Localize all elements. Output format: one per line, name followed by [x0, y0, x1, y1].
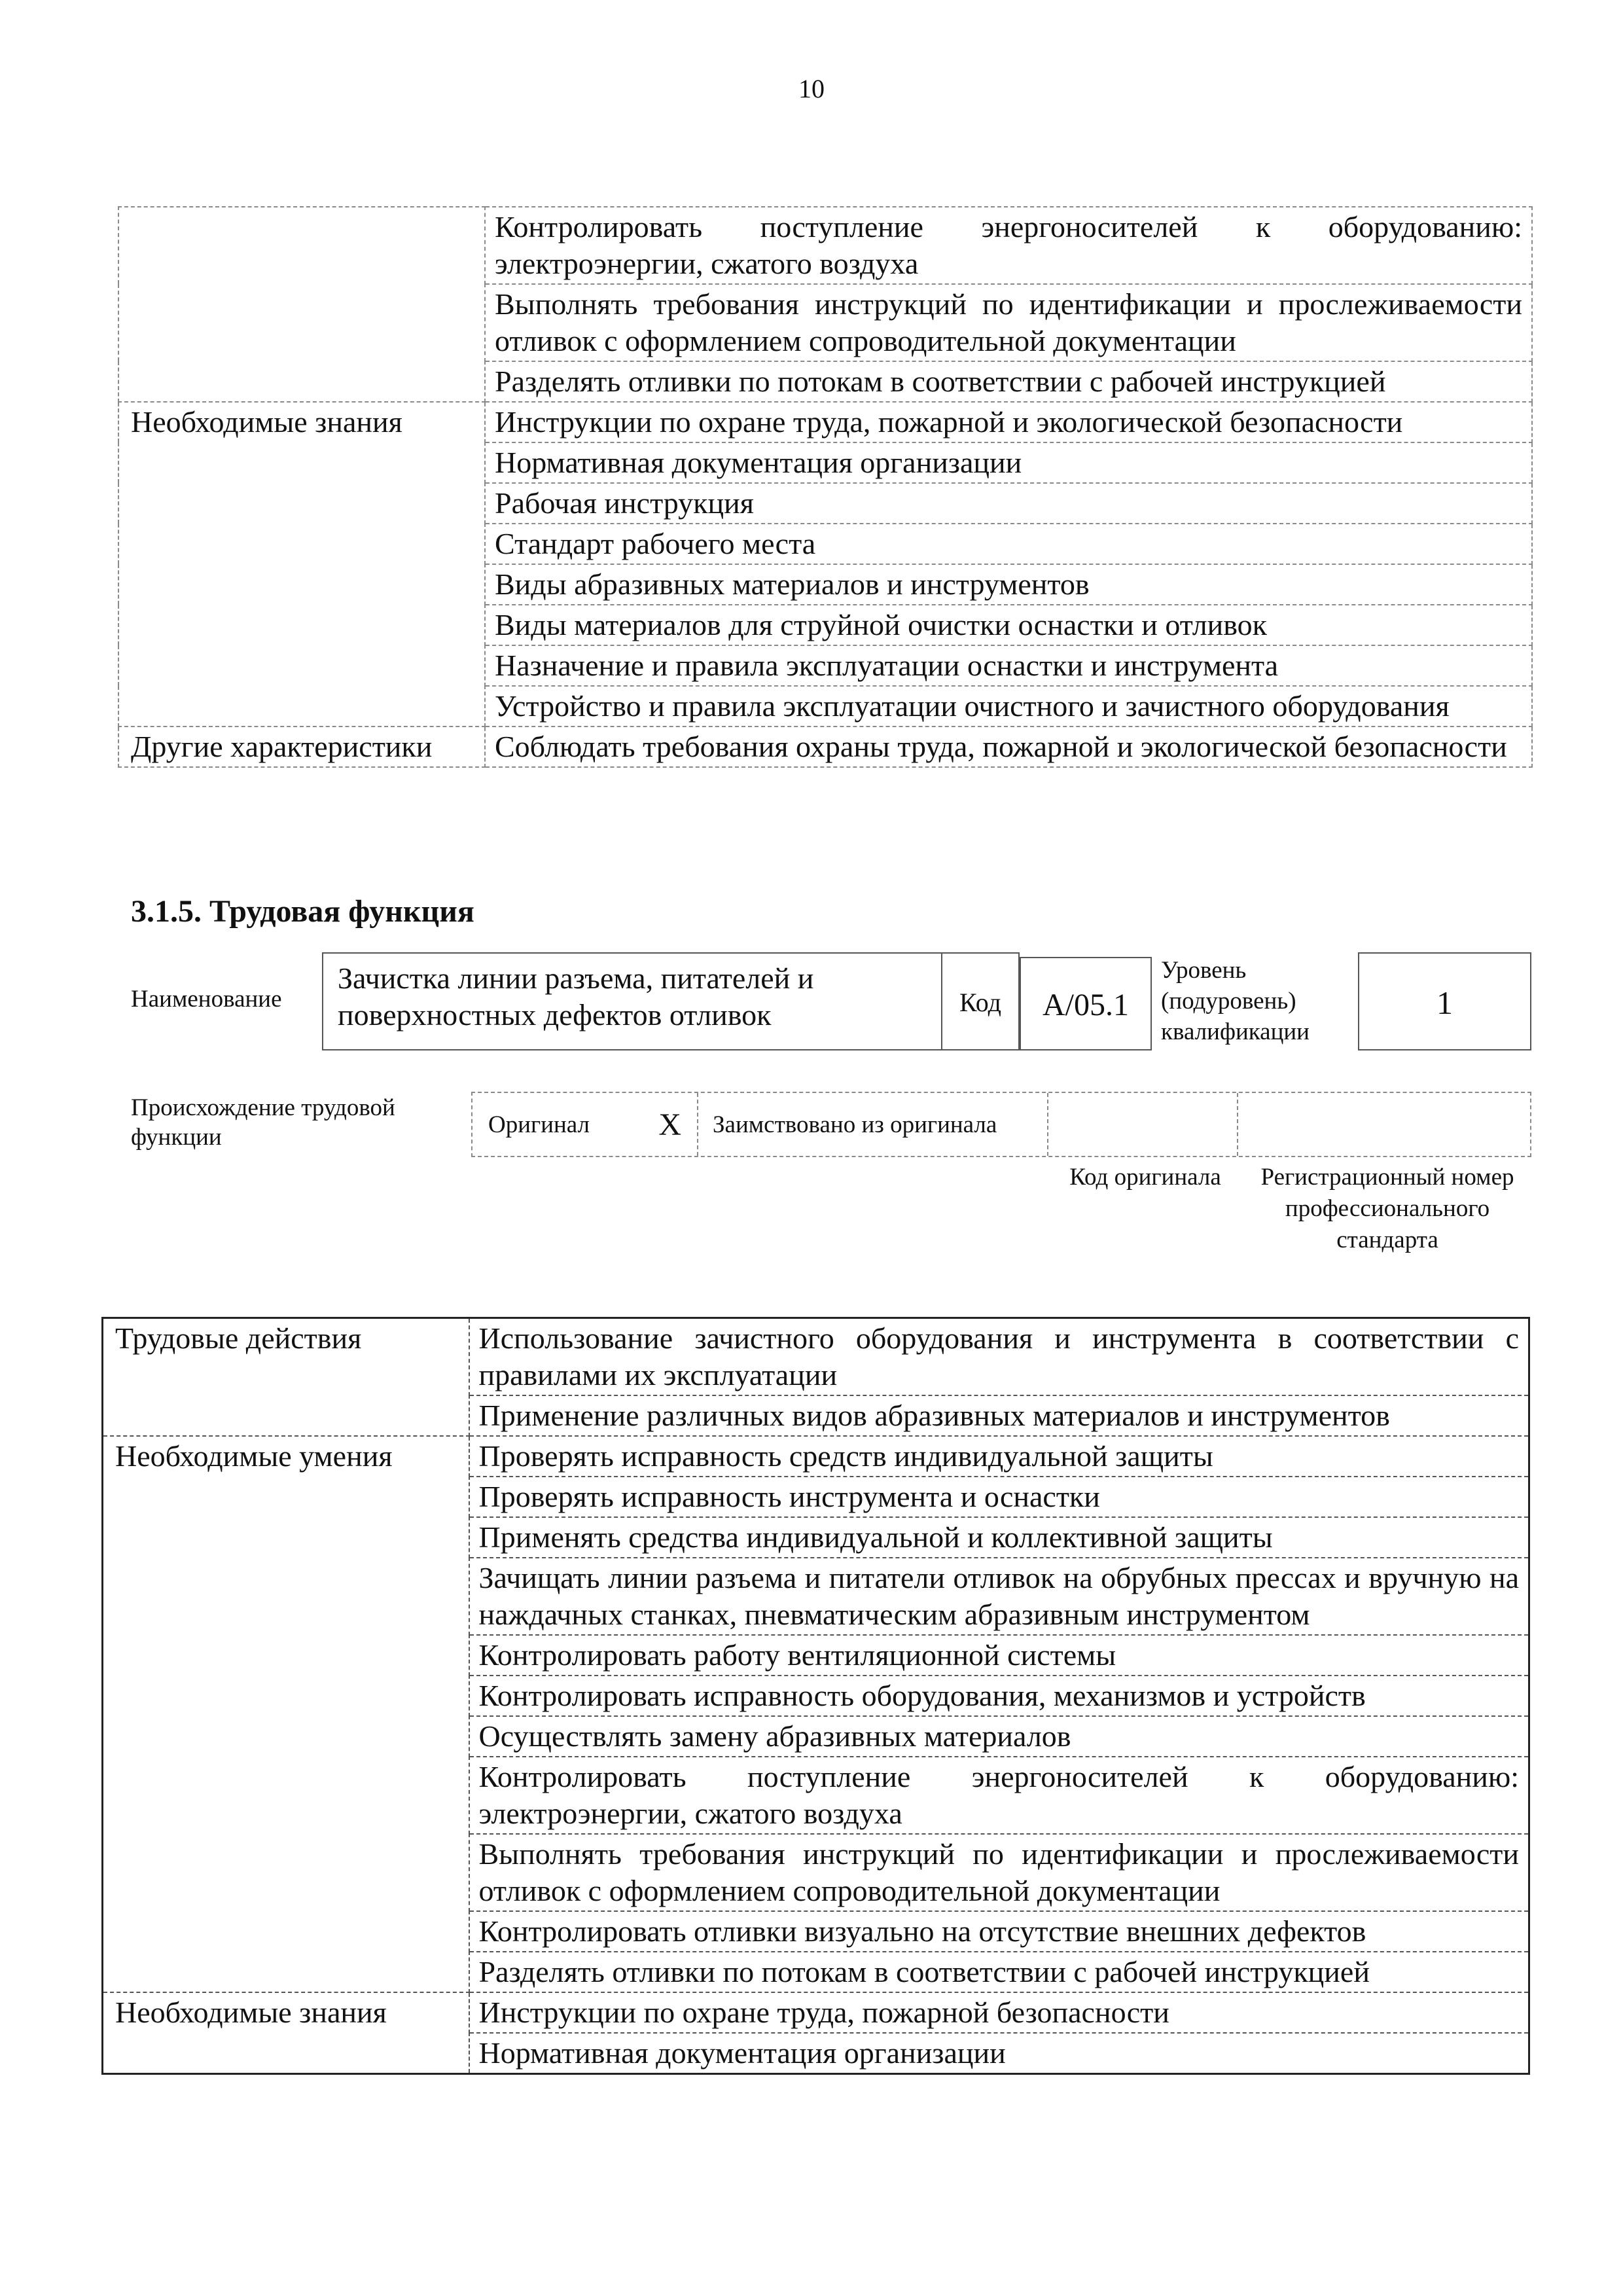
section-title: 3.1.5. Трудовая функция	[131, 894, 474, 929]
row-item: Контролировать поступление энергоносителей к оборудованию: электроэнергии, сжатого воздуха	[485, 207, 1532, 284]
row-item: Разделять отливки по потокам в соответствии с рабочей инструкцией	[469, 1952, 1529, 1992]
row-item: Виды материалов для струйной очистки оснастки и отливок	[485, 605, 1532, 645]
table-row	[103, 1992, 1529, 2033]
code-original-cell	[1048, 1093, 1238, 1156]
original-cell	[473, 1093, 698, 1156]
row-item: Разделять отливки по потокам в соответствии с рабочей инструкцией	[485, 361, 1532, 402]
table-row	[103, 1318, 1529, 1396]
row-item: Рабочая инструкция	[485, 483, 1532, 524]
table-row	[118, 402, 1532, 442]
row-item: Инструкции по охране труда, пожарной безопасности	[469, 1992, 1529, 2033]
row-label: Другие характеристики	[118, 726, 485, 767]
row-label: Необходимые умения	[103, 1436, 469, 1992]
level-label: Уровень (подуровень) квалификации	[1161, 957, 1310, 1045]
table-row	[118, 207, 1532, 284]
row-item: Контролировать поступление энергоносителей к оборудованию: электроэнергии, сжатого воздуха	[469, 1757, 1529, 1834]
original-mark: X	[658, 1107, 681, 1142]
row-label: Необходимые знания	[118, 402, 485, 726]
function-table	[101, 1317, 1530, 2075]
name-label: Наименование	[131, 986, 282, 1013]
row-item: Нормативная документация организации	[485, 442, 1532, 483]
original-label: Оригинал	[488, 1111, 590, 1138]
row-item: Применение различных видов абразивных материалов и инструментов	[469, 1395, 1529, 1436]
row-item: Виды абразивных материалов и инструментов	[485, 564, 1532, 605]
reg-number-cell	[1238, 1093, 1530, 1156]
borrowed-cell: Заимствовано из оригинала	[698, 1093, 1048, 1156]
row-item: Контролировать исправность оборудования, механизмов и устройств	[469, 1676, 1529, 1716]
page-number: 10	[798, 74, 825, 103]
origin-label: Происхождение трудовой функции	[131, 1094, 395, 1151]
row-label: Необходимые знания	[103, 1992, 469, 2074]
row-item: Устройство и правила эксплуатации очистного и зачистного оборудования	[485, 686, 1532, 726]
code-label: Код	[942, 952, 1020, 1050]
row-item: Контролировать отливки визуально на отсутствие внешних дефектов	[469, 1911, 1529, 1952]
table-row	[103, 1436, 1529, 1477]
row-item: Использование зачистного оборудования и инструмента в соответствии с правилами их эксплуатации	[469, 1318, 1529, 1396]
reg-number-label: Регистрационный номер профессионального стандарта	[1260, 1164, 1514, 1253]
row-item: Проверять исправность средств индивидуальной защиты	[469, 1436, 1529, 1477]
knowledge-table-continued	[118, 206, 1533, 768]
row-item: Осуществлять замену абразивных материалов	[469, 1716, 1529, 1757]
row-label	[118, 207, 485, 402]
origin-row	[471, 1092, 1531, 1157]
level-value: 1	[1358, 952, 1531, 1050]
row-item: Проверять исправность инструмента и оснастки	[469, 1477, 1529, 1517]
table-row	[118, 726, 1532, 767]
name-value: Зачистка линии разъема, питателей и поверхностных дефектов отливок	[322, 952, 942, 1050]
row-item: Нормативная документация организации	[469, 2033, 1529, 2074]
row-item: Выполнять требования инструкций по идентификации и прослеживаемости отливок с оформлением сопроводительной документации	[469, 1834, 1529, 1911]
row-item: Назначение и правила эксплуатации оснастки и инструмента	[485, 645, 1532, 686]
code-value: A/05.1	[1020, 957, 1152, 1050]
row-item: Контролировать работу вентиляционной системы	[469, 1635, 1529, 1676]
row-item: Зачищать линии разъема и питатели отливок на обрубных прессах и вручную на наждачных станках, пневматическим абразивным инструментом	[469, 1558, 1529, 1635]
row-label: Трудовые действия	[103, 1318, 469, 1437]
row-item: Применять средства индивидуальной и коллективной защиты	[469, 1517, 1529, 1558]
code-original-label: Код оригинала	[1069, 1164, 1221, 1191]
row-item: Инструкции по охране труда, пожарной и экологической безопасности	[485, 402, 1532, 442]
row-item: Соблюдать требования охраны труда, пожарной и экологической безопасности	[485, 726, 1532, 767]
row-item: Выполнять требования инструкций по идентификации и прослеживаемости отливок с оформлением сопроводительной документации	[485, 284, 1532, 361]
row-item: Стандарт рабочего места	[485, 524, 1532, 564]
